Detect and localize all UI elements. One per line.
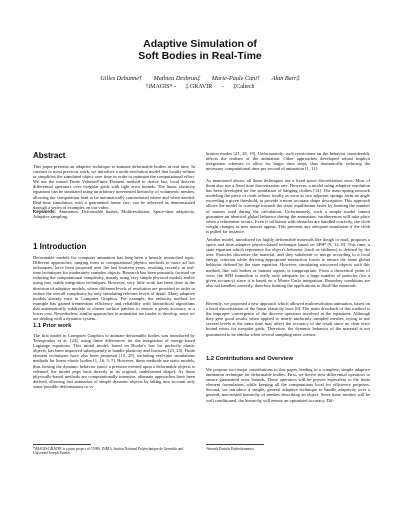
right-paragraph-1: bration modes [21, 28, 19]. Unfortunately, such restrictions on the behavior considerably affects the realism of the animation. Other approaches developed robust implicit integration schemes to allow for larger time steps, thus dramatically reducing the necessary computational time per second of animation [1, 11]. [206,151,370,172]
paper-title-line2: Soft Bodies in Real-Time [138,50,262,62]
footnote-rule [206,444,264,445]
affiliation: †iMAGIS* - [145,84,176,90]
abstract-heading: Abstract [33,151,66,160]
affiliation: ‡Caltech [233,84,255,90]
keywords-label: Keywords: [33,209,57,214]
affiliation: - [221,84,224,90]
prior-work-paragraph: The first model in Computer Graphics to animate deformable bodies was introduced by Terzopoulos et al. [24], using finite differences for the integration of energy-based Lagrange equations. This initial model, based on Hooke's law for perfectly elastic objects, has been improved subsequently to handle plasticity and fractures [23, 23]. Finite element techniques have also been proposed [13, 20], including real-time simulations methods for linear elastic bodies [1, 16, 5, 7]. However, these methods use static models, thus loosing the dynamic behavior (since a pressure exerted upon a deformable objects is released, the model pops back directly to its original, undeformed shape). As those physically-based methods are computationally intensive, alternate approaches have been derived, allowing fast animation of simple dynamic objects by taking into account only some possible deformations or vi- [33,333,195,389]
right-paragraph-3: Another model, introduced for highly deformable materials like dough or mud, proposes a space and time adaptive physics-based technique based on SPH² [9, 12, 8]. This time, a state equation which represents the object's behavior (such as stiffness) is defined by the user. Particles discretize the material, and they subdivide or merge according to a local energy criterion while deriving appropriate interaction forces to ensure the same global behavior defined by the state equation. However, simulating structured objects with this method, like soft bodies or human organs, is inappropriate. From a theoretical point of view, the SPH formalism is really only adequate for a large number of particles (for a given accuracy) since it is based on a Monte Carlo integration. Boundary conditions are also not handled correctly, therefore limiting the applications to fluid-like materials. [206,237,370,288]
paper-title-line1: Adaptive Simulation of [143,38,257,50]
footnote-sph: ²Smooth Particle Hydrodynamics [206,447,254,451]
author-name: Alan Barr‡ [271,75,300,82]
affiliation-list [0,83,400,91]
author-list [0,75,400,83]
section-heading-introduction: 1 Introduction [33,242,87,251]
author-name: Gilles Debunne† [100,75,143,82]
affiliation: ‡ GRAVIR [185,84,213,90]
contributions-paragraph: We propose two major contributions in this paper, leading to a complete, simple adaptive animation technique for deformable bodies. First, we derive new differential operators to ensure guaranteed error bounds. These operators will be proven equivalent to the finite element formulation, while keeping all the computations local for efficiency purposes. Second, we introduce a simple, general adaptive technique to handle adaptivity over a general, non-nested hierarchy of meshes describing an object. Since these meshes will be well conditioned, the hierarchy will ensure an optimized accuracy. Dif- [206,367,370,403]
right-paragraph-4: Recently, we proposed a new approach which allowed multiresolution animation, based on a local discretization of the linear elasticity laws [6]. The main drawback of this method is the improper convergence of the discrete operators involved in the equations. Although they give good results when applied to nearly uniformly sampled meshes, trying to use several levels at the same time may affect the accuracy of the result since no clear error bound exists for irregular grids. Therefore, the dynamic behavior of the material is not guaranteed to be similar when several sampling rates coexist. [206,301,370,337]
author-name: Marie-Paule Cani† [211,75,261,82]
subsection-heading-prior-work: 1.1 Prior work [33,323,72,329]
footnote-rule [33,444,91,445]
keywords-text: Animation, Deformable bodies, Multiresolution, Space-time adaptivity, Adaptive sampling. [33,209,195,220]
right-paragraph-2: As mentioned above, all these techniques use a fixed space discretization once. Most of them also use a fixed time discretization rate. However, a model using adaptive resolution has been developed for the simulation of hanging clothes [14]. The mass-spring network modeling the piece of cloth refines locally as soon as two adjacent springs form an angle exceeding a given threshold, to provide a more accurate shape description. This approach allows the model to converge towards the static equilibrium faster by limiting the number of masses used during the calculation. Unfortunately, such a simple model cannot guarantee an identical global behavior during the animation: incoherences will take place when a refinement occurs. Even if collisions with obstacles are handled correctly, the cloth weight changes as new masses appear. This prevents any adequate simulation if the cloth is pulled for instance. [206,178,370,234]
introduction-paragraph: Deformable models for computer animation has long been a heavily researched topic. Different approaches, ranging from to computational physics methods to more ad hoc techniques, have been proposed over the last fourteen years, resulting recently in real-time techniques for moderately complex objects. Research has been primarily focused on reducing the computational complexity, mainly using very simple physical models and/or using fast, stable integration techniques. However, very little work has been done in the direction of adaptive models, where different levels of resolution are provided in order to reduce the overall complexity by only simulating relevant levels of detail. Many adaptive models already exist in Computer Graphics. For example, the radiosity method for example has gained tremendous efficiency and reliability with hierarchical algorithms that automatically subdivide or cluster surface patches to ensure a given accuracy at a lower cost. Nevertheless, similar approaches to animation are harder to develop, since we are dealing with a dynamic system. [33,255,195,322]
subsection-heading-contributions: 1.2 Contributions and Overview [206,356,293,362]
keywords [33,209,195,219]
footnote-imagis: *iMAGIS/GRAVIR is a joint project of CNRS, INRIA, Institut National Polytechnique de Grenoble and Université Joseph Fourier. [33,447,184,456]
abstract-body: This paper presents an adaptive technique to animate deformable bodies in real time. In contrast to most previous work, we introduce a multi-resolution model that locally refines or simplifies the simulated object over time in order to optimize the computational effort. We use the mixed Finite Volume/Finite Element method to derive fast, local discrete differential operators over irregular grids with tight error bounds. The linear elasticity equations can be simulated using an arbitrary non-nested hierarchy of volumetric meshes, allowing the computation load to be automatically concentrated where and when needed. Real-time simulation, with a guaranteed frame rate, can be achieved as demonstrated through a series of examples on our video. [33,164,195,210]
author-name: Mathieu Desbrun‡ [153,75,201,82]
